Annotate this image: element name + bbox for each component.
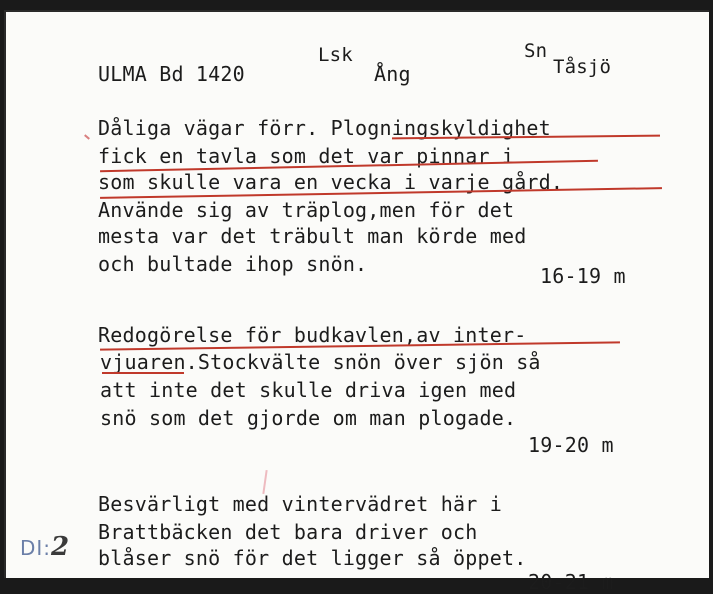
margin-note-number: 2: [51, 532, 71, 562]
archive-reference: ULMA Bd 1420: [98, 62, 245, 86]
paragraph-1-line-3: som skulle vara en vecka i varje gård.: [98, 170, 564, 194]
margin-note: [20, 532, 70, 562]
lsk-label: Lsk: [318, 44, 353, 66]
paragraph-1-page-ref: 16-19 m: [540, 264, 626, 288]
paragraph-3-line-1: Besvärligt med vintervädret här i: [98, 492, 502, 516]
paragraph-2-page-ref: 19-20 m: [528, 433, 614, 457]
lsk-value: Ång: [374, 62, 411, 86]
paragraph-1-line-6: och bultade ihop snön.: [98, 252, 368, 276]
paragraph-3-line-3: blåser snö för det ligger så öppet.: [98, 546, 527, 570]
paragraph-1-line-2: fick en tavla som det var pinnar i: [98, 144, 515, 168]
margin-tick: [262, 470, 267, 494]
paragraph-2-line-3: att inte det skulle driva igen med: [100, 378, 517, 402]
paragraph-3-page-ref: 20-21 m: [528, 570, 614, 594]
sn-value: Tåsjö: [553, 56, 612, 78]
margin-mark: [84, 134, 90, 139]
paragraph-3-line-2: Brattbäcken det bara driver och: [98, 520, 478, 544]
paragraph-2-line-4: snö som det gjorde om man plogade.: [100, 406, 517, 430]
index-card: [4, 10, 709, 594]
paragraph-1-line-1: Dåliga vägar förr. Plogningskyldighet: [98, 116, 551, 140]
paragraph-2-line-1: Redogörelse för budkavlen,av inter-: [98, 323, 527, 347]
sn-label: Sn: [524, 40, 548, 62]
margin-note-prefix: DI:: [20, 536, 52, 560]
paragraph-1-line-5: mesta var det träbult man körde med: [98, 224, 527, 248]
underline-2b: [102, 372, 184, 374]
paragraph-1-line-4: Använde sig av träplog,men för det: [98, 198, 515, 222]
paragraph-2-line-2: vjuaren.Stockvälte snön över sjön så: [100, 350, 541, 374]
